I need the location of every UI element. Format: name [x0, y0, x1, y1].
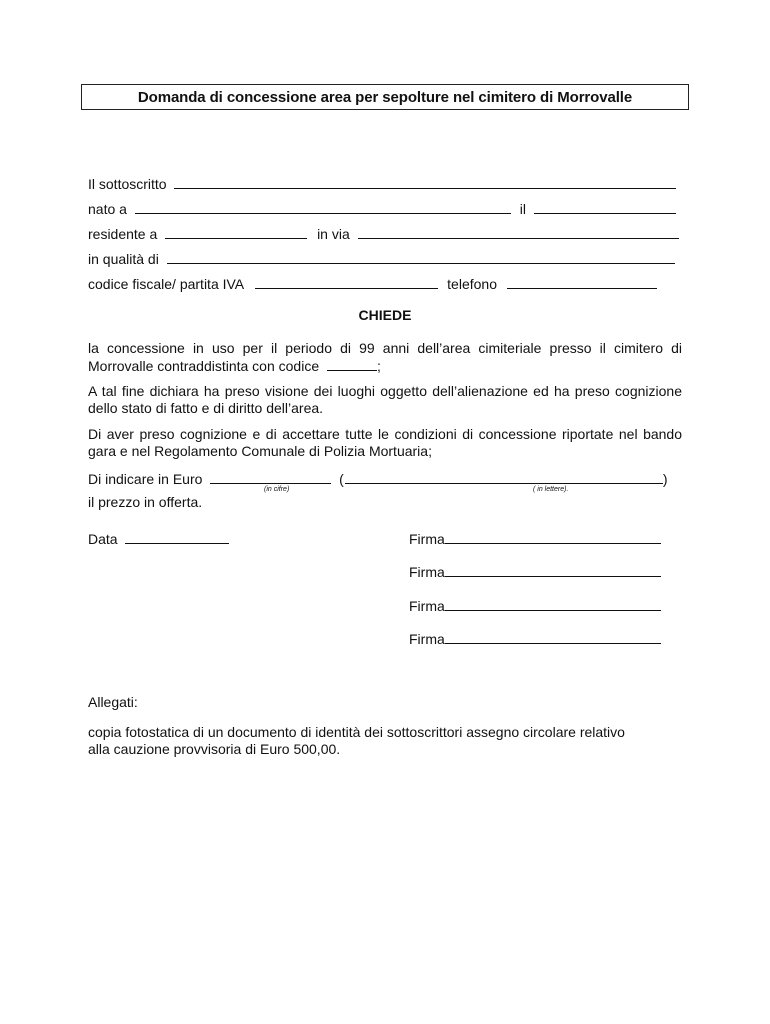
blank-in-qualita-di[interactable] [167, 249, 675, 264]
prezzo-offerta: il prezzo in offerta. [88, 494, 203, 510]
blank-in-via[interactable] [358, 224, 679, 239]
blank-residente-a[interactable] [165, 224, 307, 239]
hint-in-lettere: ( in lettere). [533, 486, 569, 493]
open-paren: ( [339, 471, 344, 487]
label-data: Data [88, 531, 118, 547]
paragraph-condizioni: Di aver preso cognizione e di accettare tutte le condizioni di concessione riportate nel bando gara e nel Regolamento Comunale di Polizia Mortuaria; [88, 426, 682, 459]
blank-firma-4[interactable] [445, 629, 661, 644]
label-in-via: in via [317, 226, 350, 242]
blank-firma-1[interactable] [445, 529, 661, 544]
blank-codice-fiscale[interactable] [255, 274, 438, 289]
paragraph-concessione-text: la concessione in uso per il periodo di 99 anni dell’area cimiteriale presso il cimitero di Morrovalle contraddistinta con codice [88, 340, 682, 374]
paragraph-concessione [88, 340, 682, 375]
signature-row-3 [409, 596, 661, 614]
label-indicare-euro: Di indicare in Euro [88, 471, 203, 487]
blank-il[interactable] [534, 199, 676, 214]
label-firma: Firma [409, 564, 445, 580]
label-il: il [519, 201, 526, 217]
blank-sottoscritto[interactable] [174, 174, 676, 189]
signature-row-2 [409, 562, 661, 580]
blank-nato-a[interactable] [135, 199, 511, 214]
blank-euro-lettere[interactable] [345, 469, 663, 484]
field-row-qualita [88, 249, 675, 268]
label-firma: Firma [409, 631, 445, 647]
close-paren: ) [662, 471, 668, 487]
field-row-codice-fiscale [88, 274, 657, 293]
field-row-nato [88, 199, 676, 218]
chiede-heading: CHIEDE [358, 307, 412, 323]
field-row-sottoscritto [88, 174, 676, 193]
blank-euro-cifre[interactable] [210, 469, 331, 484]
paragraph-visione: A tal fine dichiara ha preso visione dei luoghi oggetto dell’alienazione ed ha preso cognizione dello stato di fatto e di diritto dell’area. [88, 383, 682, 416]
blank-data[interactable] [125, 529, 229, 544]
allegati-heading: Allegati: [88, 694, 138, 710]
label-sottoscritto: Il sottoscritto [88, 176, 167, 192]
paragraph-concessione-end: ; [377, 358, 381, 374]
signature-row-1 [409, 529, 661, 547]
label-firma: Firma [409, 598, 445, 614]
blank-firma-3[interactable] [445, 596, 661, 611]
label-residente-a: residente a [88, 226, 158, 242]
label-telefono: telefono [447, 276, 497, 292]
blank-codice[interactable] [327, 357, 377, 371]
document-title: Domanda di concessione area per sepolture nel cimitero di Morrovalle [81, 84, 689, 110]
label-codice-fiscale: codice fiscale/ partita IVA [88, 276, 244, 292]
blank-firma-2[interactable] [445, 562, 661, 577]
blank-telefono[interactable] [507, 274, 657, 289]
label-firma: Firma [409, 531, 445, 547]
allegati-text: copia fotostatica di un documento di identità dei sottoscrittori assegno circolare relativo alla cauzione provvisoria di Euro 500,00. [88, 724, 625, 757]
field-row-euro [88, 469, 668, 488]
field-row-residente [88, 224, 679, 243]
label-in-qualita-di: in qualità di [88, 251, 159, 267]
signature-row-4 [409, 629, 661, 647]
field-row-data [88, 529, 229, 548]
label-nato-a: nato a [88, 201, 127, 217]
hint-in-cifre: (in cifre) [264, 486, 290, 493]
